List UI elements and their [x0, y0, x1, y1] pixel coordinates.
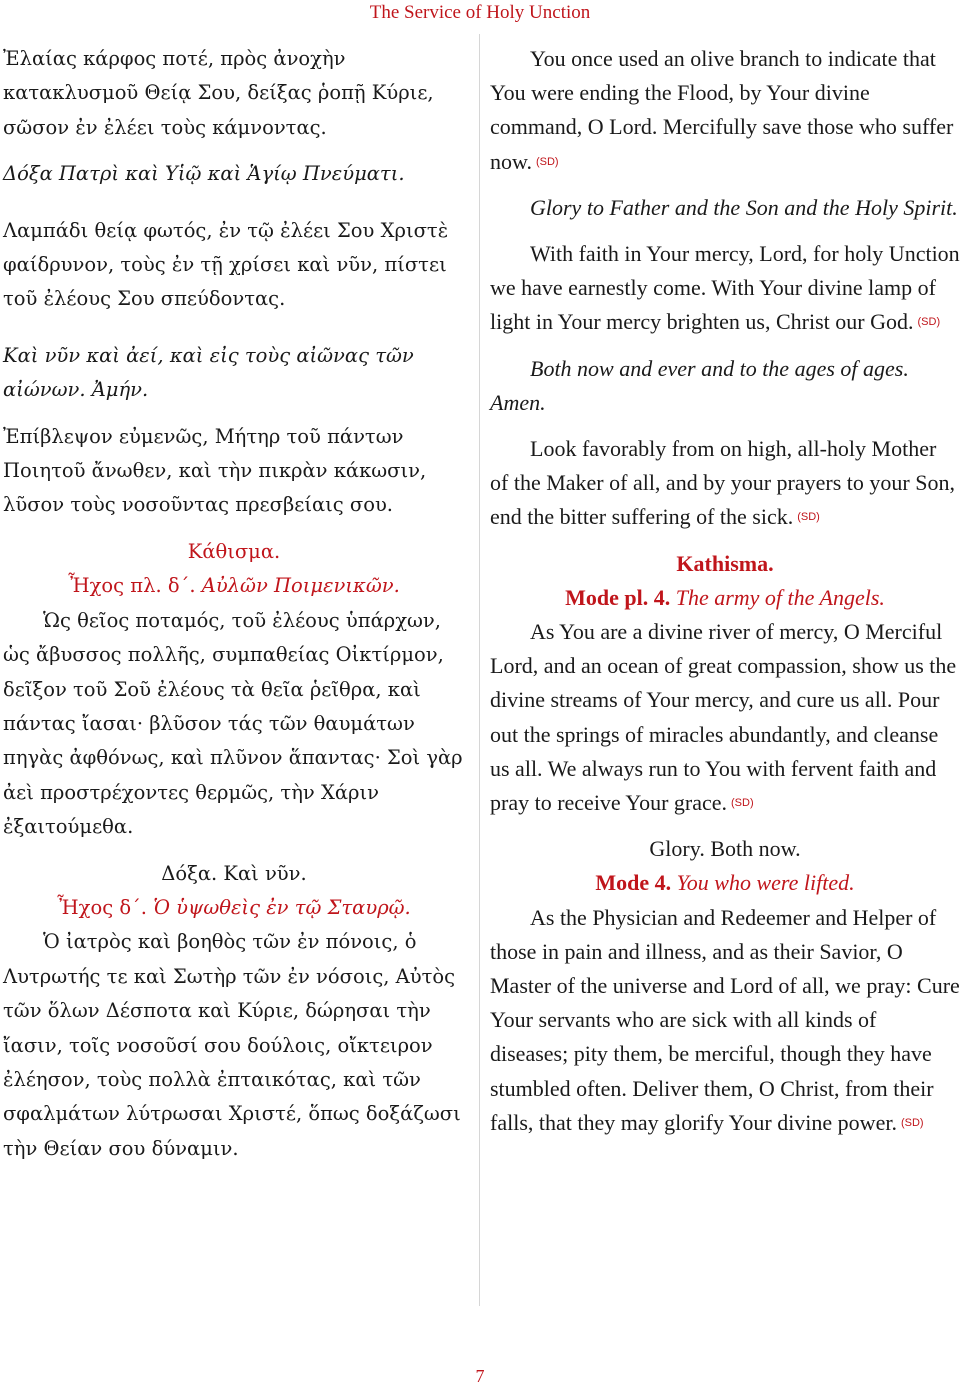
english-kathisma-text-2 — [490, 901, 960, 1140]
english-kathisma-text-body: As You are a divine river of mercy, O Merciful Lord, and an ocean of great compassion, show us the divine streams of Your mercy, and cure us all. Pour out the springs of miracles abundantly, and cleanse us all. We always run to You with fervent faith and pray to receive Your grace. — [490, 619, 957, 816]
english-mode-1 — [490, 581, 960, 615]
english-kathisma-text-2-body: As the Physician and Redeemer and Helper of those in pain and illness, and as their Savior, O Master of the universe and Lord of all, we pray: Cure Your servants who are sick with all kinds of diseases; pity them, be merciful, though they have stumbled often. Deliver them, O Christ, from their falls, that they may glorify Your divine power. — [490, 904, 960, 1135]
page-header: The Service of Holy Unction — [369, 2, 591, 23]
greek-theotokion: Ἐπίβλεψον εὐμενῶς, Μήτηρ τοῦ πάντων Ποιητοῦ ἄνωθεν, καὶ τὴν πικρὰν κάκωσιν, λῦσον τοὺς νοσοῦντας πρεσβείαις σου. — [3, 424, 427, 517]
greek-doxa: Δόξα. Καὶ νῦν. — [161, 861, 307, 885]
english-troparion-1-text: You once used an olive branch to indicate that You were ending the Flood, by Your divine command, O Lord. Mercifully save those who suffer now. — [490, 46, 954, 174]
greek-column — [3, 42, 465, 1178]
english-mode-2 — [490, 866, 960, 900]
greek-mode-2-melody: Ὁ ὑψωθεὶς ἐν τῷ Σταυρῷ. — [153, 895, 411, 919]
greek-mode-2-label: Ἦχος δ΄. — [57, 895, 148, 919]
english-kathisma-text — [490, 615, 960, 820]
greek-glory: Δόξα Πατρὶ καὶ Υἱῷ καὶ Ἁγίῳ Πνεύματι. — [3, 162, 405, 186]
greek-mode-2 — [3, 891, 465, 925]
english-glory: Glory to Father and the Son and the Holy Spirit. — [530, 194, 958, 220]
sd-marker: (SD) — [731, 797, 754, 810]
greek-kathisma-text: Ὡς θεῖος ποταμός, τοῦ ἐλέους ὑπάρχων, ὡς ἄβυσσος πολλῆς, συμπαθείας Οἰκτίρμον, δεῖξον τοῦ Σοῦ ἐλέους τὰ θεῖα ῥεῖθρα, καὶ πάντας ἴασαι· βλῦσον τάς τῶν θαυμάτων πηγὰς ἀφθόνως, καὶ πλῦνον ἅπαντας· Σοὶ γὰρ ἀεὶ προστρέχοντες θερμῶς, τὴν Χάριν ἐξαιτούμεθα. — [3, 608, 463, 839]
greek-mode-1 — [3, 569, 465, 603]
english-mode-2-melody: You who were lifted. — [676, 870, 855, 896]
greek-both-now: Καὶ νῦν καὶ ἀεί, καὶ εἰς τοὺς αἰῶνας τῶν αἰώνων. Ἀμήν. — [3, 343, 414, 402]
english-mode-2-label: Mode 4. — [595, 870, 672, 896]
english-mode-1-melody: The army of the Angels. — [675, 584, 885, 610]
english-theotokion-text: Look favorably from on high, all-holy Mother of the Maker of all, and by your prayers to your Son, end the bitter suffering of the sick. — [490, 436, 955, 530]
sd-marker: (SD) — [797, 511, 820, 524]
sd-marker: (SD) — [900, 1116, 924, 1129]
column-divider — [479, 34, 480, 1306]
sd-marker: (SD) — [917, 316, 941, 329]
english-both-now: Both now and ever and to the ages of ages. Amen. — [490, 355, 909, 415]
page-number: 7 — [475, 1366, 485, 1386]
greek-mode-1-label: Ἦχος πλ. δ΄. — [68, 574, 196, 598]
greek-mode-1-melody: Αὐλῶν Ποιμενικῶν. — [201, 574, 400, 598]
greek-troparion-1: Ἐλαίας κάρφος ποτέ, πρὸς ἀνοχὴν κατακλυσμοῦ Θείᾳ Σου, δείξας ῥοπῇ Κύριε, σῶσον ἐν ἐλέει τοὺς κάμνοντας. — [3, 47, 434, 139]
greek-kathisma-text-2: Ὁ ἰατρὸς καὶ βοηθὸς τῶν ἐν πόνοις, ὁ Λυτρωτής τε καὶ Σωτὴρ τῶν ἐν νόσοις, Αὐτὸς τῶν ὅλων Δέσποτα καὶ Κύριε, δώρησαι τὴν ἴασιν, τοῖς νοσοῦσί σου δούλοις, οἴκτειρον ἐλέησον, τοὺς πολλὰ ἐπταικότας, καὶ τῶν σφαλμάτων λύτρωσαι Χριστέ, ὅπως δοξάζωσι τὴν Θείαν σου δύναμιν. — [3, 930, 461, 1160]
english-troparion-2-text: With faith in Your mercy, Lord, for holy Unction we have earnestly come. With Your divine lamp of light in Your mercy brighten us, Christ our God. — [490, 241, 960, 335]
greek-kathisma-heading: Κάθισμα. — [187, 539, 281, 563]
english-theotokion — [490, 432, 960, 535]
greek-troparion-2: Λαμπάδι θείᾳ φωτός, ἐν τῷ ἐλέει Σου Χριστὲ φαίδρυνον, τοὺς ἐν τῇ χρίσει καὶ νῦν, πίστει τοῦ ἐλέους Σου σπεύδοντας. — [3, 218, 449, 311]
english-column — [490, 42, 960, 1152]
english-troparion-1 — [490, 42, 960, 179]
english-kathisma-heading: Kathisma. — [676, 550, 774, 576]
english-doxa: Glory. Both now. — [649, 836, 801, 862]
sd-marker: (SD) — [535, 155, 559, 168]
english-troparion-2 — [490, 237, 960, 340]
english-mode-1-label: Mode pl. 4. — [565, 584, 671, 610]
